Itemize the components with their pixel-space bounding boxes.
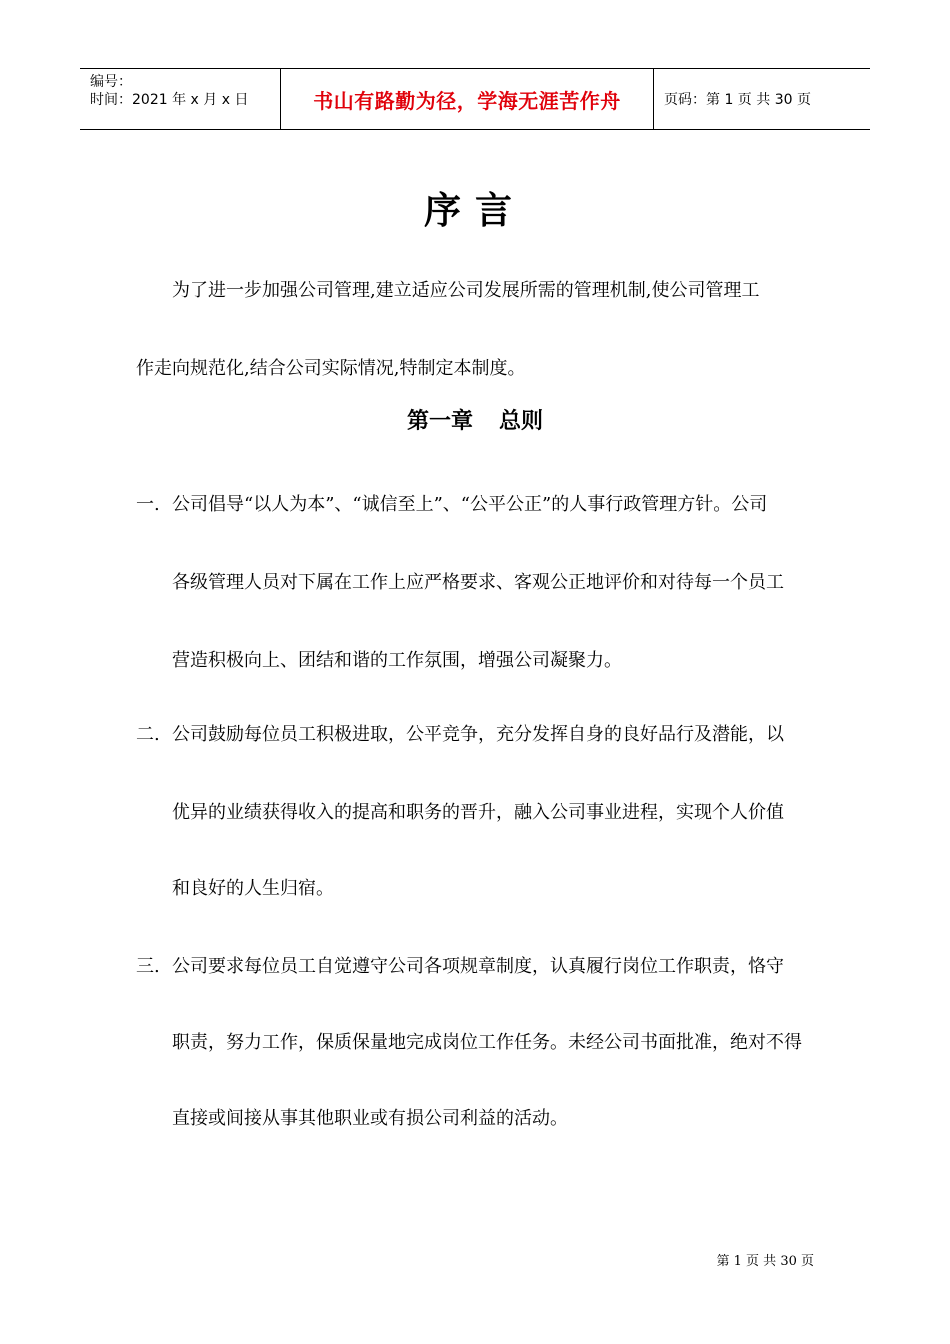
page-title: 序言 (424, 189, 526, 232)
page-footer: 第 1 页 共 30 页 (716, 1254, 814, 1269)
document-header (80, 68, 870, 130)
preface-line: 为了进一步加强公司管理,建立适应公司发展所需的管理机制,使公司管理工 (172, 280, 760, 301)
article-line: 营造积极向上、团结和谐的工作氛围，增强公司凝聚力。 (172, 650, 622, 671)
header-page-cell (654, 69, 870, 129)
preface-line: 作走向规范化,结合公司实际情况,特制定本制度。 (136, 358, 526, 379)
chapter-heading (0, 404, 950, 435)
article-line: 各级管理人员对下属在工作上应严格要求、客观公正地评价和对待每一个员工 (172, 572, 784, 593)
article-marker: 三. (136, 956, 160, 977)
article-line: 公司倡导“以人为本”、“诚信至上”、“公平公正”的人事行政管理方针。公司 (172, 494, 768, 515)
document-number-label: 编号： (90, 74, 132, 90)
article-line: 公司要求每位员工自觉遵守公司各项规章制度，认真履行岗位工作职责，恪守 (172, 956, 784, 977)
header-motto: 书山有路勤为径，学海无涯苦作舟 (313, 88, 621, 113)
header-meta-cell (80, 69, 281, 129)
article-marker: 一. (136, 494, 160, 515)
article-line: 职责，努力工作，保质保量地完成岗位工作任务。未经公司书面批准，绝对不得 (172, 1032, 802, 1053)
article-line: 和良好的人生归宿。 (172, 878, 334, 899)
article-line: 优异的业绩获得收入的提高和职务的晋升，融入公司事业进程，实现个人价值 (172, 802, 784, 823)
article-marker: 二. (136, 724, 160, 745)
header-motto-cell (281, 69, 654, 129)
document-date: 时间：2021 年 x 月 x 日 (90, 92, 249, 108)
chapter-name: 总则 (499, 409, 544, 434)
article-line: 直接或间接从事其他职业或有损公司利益的活动。 (172, 1108, 568, 1129)
chapter-number: 第一章 (406, 409, 473, 434)
article-line: 公司鼓励每位员工积极进取，公平竞争，充分发挥自身的良好品行及潜能，以 (172, 724, 784, 745)
header-page-info: 页码：第 1 页 共 30 页 (664, 92, 811, 108)
